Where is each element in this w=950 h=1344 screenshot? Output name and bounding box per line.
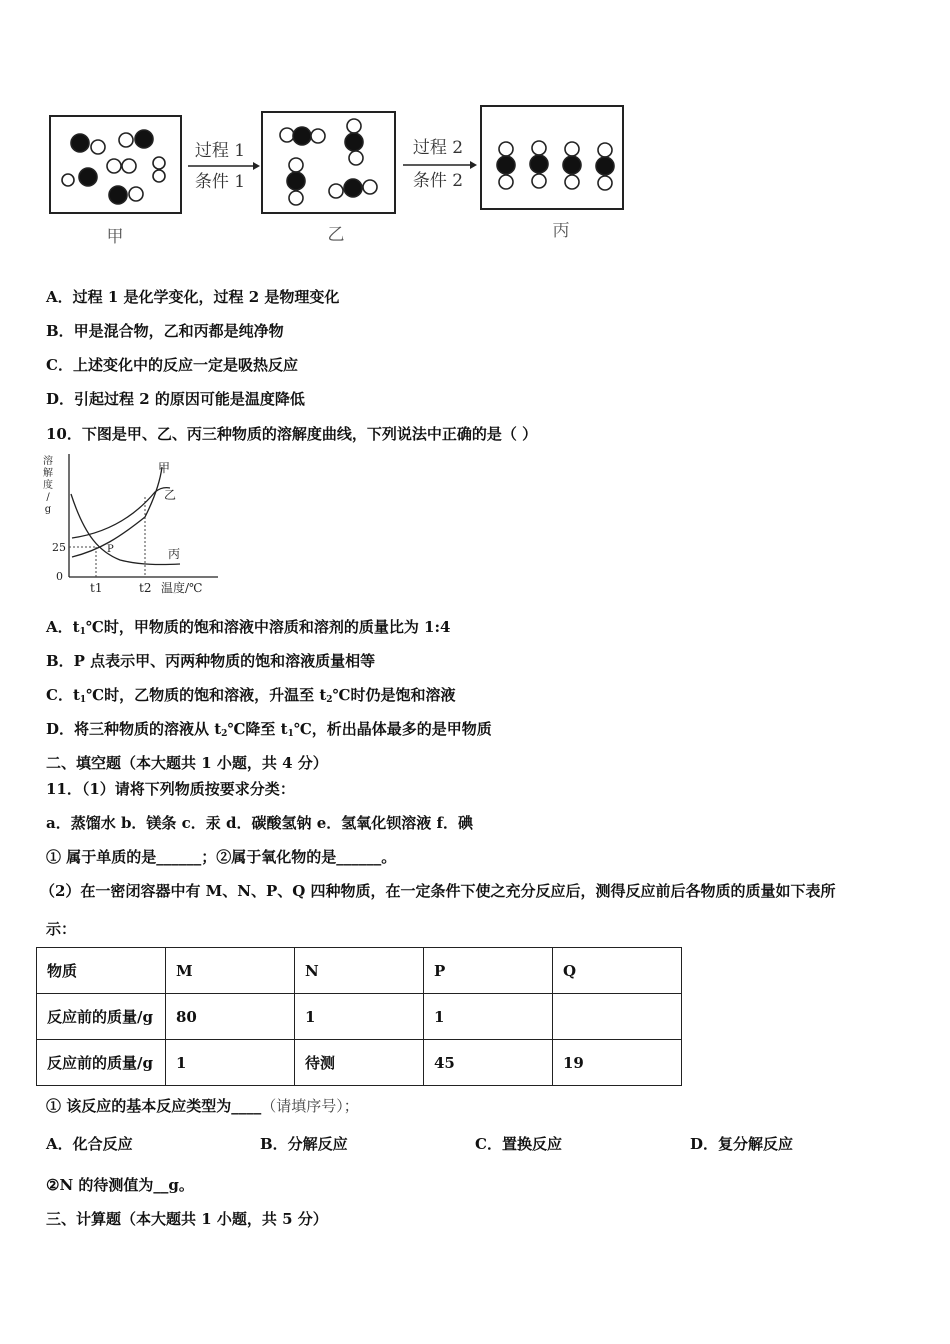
jia-molecules xyxy=(62,130,165,204)
arrow2-bottom: 条件 2 xyxy=(412,171,464,191)
table-cell: 1 xyxy=(166,1040,295,1086)
table-cell: 19 xyxy=(553,1040,682,1086)
section-3-heading: 三、计算题（本大题共 1 小题，共 5 分） xyxy=(46,1210,328,1228)
y-axis-label-char: 解 xyxy=(43,468,53,479)
q11-part2-line1: （2）在一密闭容器中有 M、N、P、Q 四种物质，在一定条件下使之充分反应后，测得反应前后各物质的质量如下表所 xyxy=(40,882,836,900)
arrow2-top: 过程 2 xyxy=(412,138,464,158)
table-row xyxy=(37,994,682,1040)
table-row xyxy=(37,1040,682,1086)
y-axis-label xyxy=(43,454,53,515)
q10-option-d: D．将三种物质的溶液从 $t_2℃$降至 $t_1℃$，析出晶体最多的是甲物质 xyxy=(46,720,492,739)
table-cell: 待测 xyxy=(295,1040,424,1086)
arrow1-bottom: 条件 1 xyxy=(194,172,246,192)
q11-part2-line2: 示： xyxy=(46,920,77,938)
choice-a: A．化合反应 xyxy=(46,1135,133,1153)
box-yi xyxy=(262,112,395,213)
q9-option-d: D．引起过程 2 的原因可能是温度降低 xyxy=(46,390,305,408)
label-jia: 甲 xyxy=(106,227,124,247)
q10-option-b: B．P 点表示甲、丙两种物质的饱和溶液质量相等 xyxy=(46,652,376,670)
q11-blanks: ① 属于单质的是______；②属于氧化物的是______。 xyxy=(46,848,397,866)
x-tick-t1: t1 xyxy=(90,581,103,595)
table-cell: 反应前的质量/g xyxy=(37,1040,166,1086)
yi-molecules xyxy=(280,119,377,205)
table-cell: 1 xyxy=(295,994,424,1040)
x-axis-label: 温度/℃ xyxy=(161,581,203,595)
label-bing: 丙 xyxy=(552,221,570,241)
table-cell: N xyxy=(295,948,424,994)
curve-bing xyxy=(71,494,180,565)
q10-stem: 10．下图是甲、乙、丙三种物质的溶解度曲线，下列说法中正确的是（ ） xyxy=(46,425,538,443)
q9-option-c: C．上述变化中的反应一定是吸热反应 xyxy=(46,356,298,374)
table-cell: 反应前的质量/g xyxy=(37,994,166,1040)
choice-d: D．复分解反应 xyxy=(690,1135,794,1153)
series-jia-label: 甲 xyxy=(158,461,171,475)
y-tick-25: 25 xyxy=(52,541,66,554)
y-axis-label-char: 度 xyxy=(43,480,53,491)
table-cell: P xyxy=(424,948,553,994)
y-axis-label-char: 溶 xyxy=(43,456,53,467)
table-cell: M xyxy=(166,948,295,994)
q10-option-a: A．$t_1℃$时，甲物质的饱和溶液中溶质和溶剂的质量比为 1:4 xyxy=(46,618,451,637)
mass-table xyxy=(36,947,682,1086)
section-2-heading: 二、填空题（本大题共 1 小题，共 4 分） xyxy=(46,754,328,772)
y-axis-label-char: / xyxy=(46,492,50,503)
table-cell: Q xyxy=(553,948,682,994)
table-cell: 物质 xyxy=(37,948,166,994)
point-p-label: P xyxy=(107,544,114,555)
table-cell: 80 xyxy=(166,994,295,1040)
y-axis-label-char: g xyxy=(44,504,52,515)
origin-label: 0 xyxy=(56,570,63,583)
q9-option-a: A．过程 1 是化学变化，过程 2 是物理变化 xyxy=(46,288,340,306)
choice-c: C．置换反应 xyxy=(475,1135,562,1153)
q11-sub1: ① 该反应的基本反应类型为____（请填序号）； xyxy=(46,1097,359,1115)
q10-option-c: C．$t_1℃$时，乙物质的饱和溶液，升温至 $t_2℃$时仍是饱和溶液 xyxy=(46,686,456,705)
arrow1-top: 过程 1 xyxy=(194,141,246,161)
x-tick-t2: t2 xyxy=(139,581,152,595)
table-cell: 1 xyxy=(424,994,553,1040)
table-cell xyxy=(553,994,682,1040)
label-yi: 乙 xyxy=(327,225,345,245)
process-figure xyxy=(40,98,640,250)
table-header-row xyxy=(37,948,682,994)
q11-part1: 11．（1）请将下列物质按要求分类： xyxy=(46,780,295,798)
q11-items: a．蒸馏水 b．镁条 c．汞 d．碳酸氢钠 e．氢氧化钡溶液 f．碘 xyxy=(46,814,473,832)
bing-molecules xyxy=(497,141,614,190)
table-cell: 45 xyxy=(424,1040,553,1086)
series-yi-label: 乙 xyxy=(164,488,177,502)
series-bing-label: 丙 xyxy=(168,547,181,561)
curve-jia xyxy=(72,467,162,557)
choice-b: B．分解反应 xyxy=(260,1135,348,1153)
q9-option-b: B．甲是混合物，乙和丙都是纯净物 xyxy=(46,322,284,340)
q11-sub2: ②N 的待测值为__g。 xyxy=(46,1176,194,1194)
solubility-chart xyxy=(40,452,230,598)
